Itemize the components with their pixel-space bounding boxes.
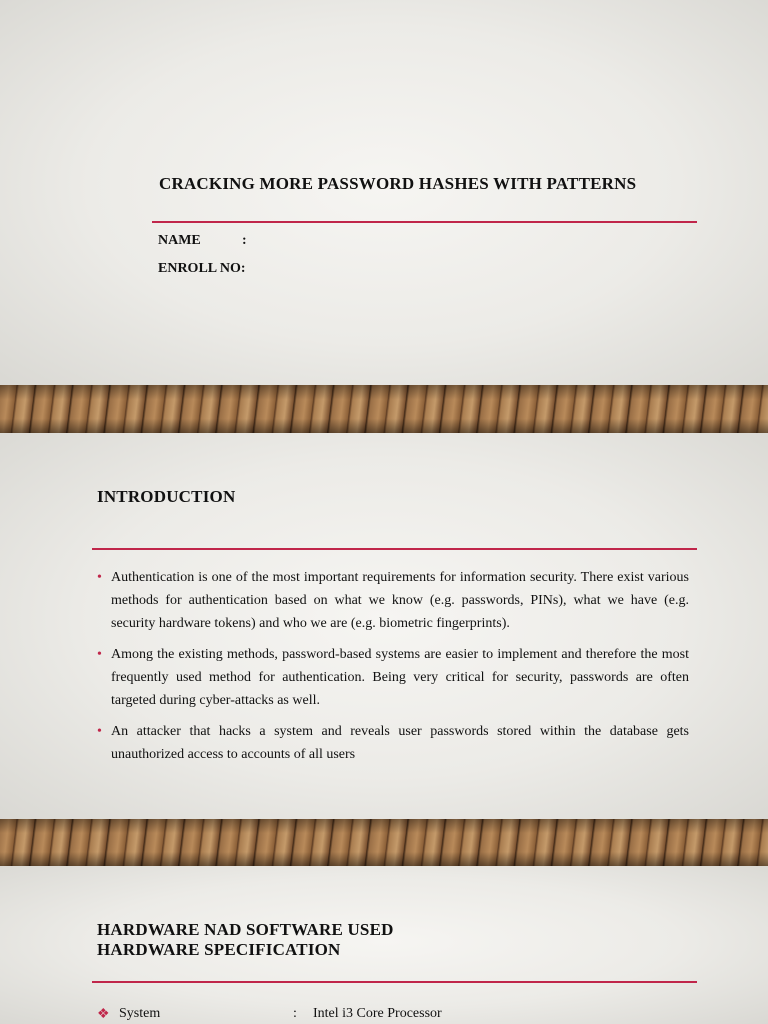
list-item bbox=[97, 643, 689, 712]
spec-key: System bbox=[119, 1006, 161, 1021]
bullet-dot-icon: • bbox=[97, 647, 102, 662]
hardware-title-line2: HARDWARE SPECIFICATION bbox=[97, 940, 341, 959]
wood-floor-divider bbox=[0, 385, 768, 433]
list-item bbox=[97, 566, 689, 635]
name-label: NAME bbox=[158, 233, 201, 248]
introduction-divider bbox=[92, 548, 697, 550]
spec-value: Intel i3 Core Processor bbox=[313, 1006, 442, 1021]
enroll-label: ENROLL NO: bbox=[158, 261, 246, 276]
hardware-divider bbox=[92, 981, 697, 983]
bullet-text: Authentication is one of the most important requirements for information security. There exist various methods for authentication based on what we know (e.g. passwords, PINs), what we have (e.g. security hardware tokens) and who we are (e.g. biometric fingerprints). bbox=[111, 570, 689, 631]
name-colon: : bbox=[242, 233, 247, 248]
bullet-text: An attacker that hacks a system and reveals user passwords stored within the database gets unauthorized access to accounts of all users bbox=[111, 724, 689, 762]
title-slide bbox=[0, 0, 768, 385]
bullet-dot-icon: • bbox=[97, 724, 102, 739]
list-item bbox=[97, 720, 689, 766]
slide-title: CRACKING MORE PASSWORD HASHES WITH PATTERNS bbox=[159, 174, 637, 193]
diamond-bullet-icon: ❖ bbox=[97, 1007, 110, 1022]
hardware-title-line1: HARDWARE NAD SOFTWARE USED bbox=[97, 920, 394, 939]
introduction-bullets bbox=[97, 566, 689, 774]
introduction-title: INTRODUCTION bbox=[97, 487, 236, 506]
bullet-dot-icon: • bbox=[97, 570, 102, 585]
title-divider bbox=[152, 221, 697, 223]
wood-floor-divider bbox=[0, 819, 768, 866]
spec-colon: : bbox=[293, 1006, 297, 1021]
spec-row-system bbox=[97, 1006, 697, 1023]
bullet-text: Among the existing methods, password-based systems are easier to implement and therefore the most frequently used method for authentication. Being very critical for security, passwords are often targeted during cyber-attacks as well. bbox=[111, 647, 689, 708]
